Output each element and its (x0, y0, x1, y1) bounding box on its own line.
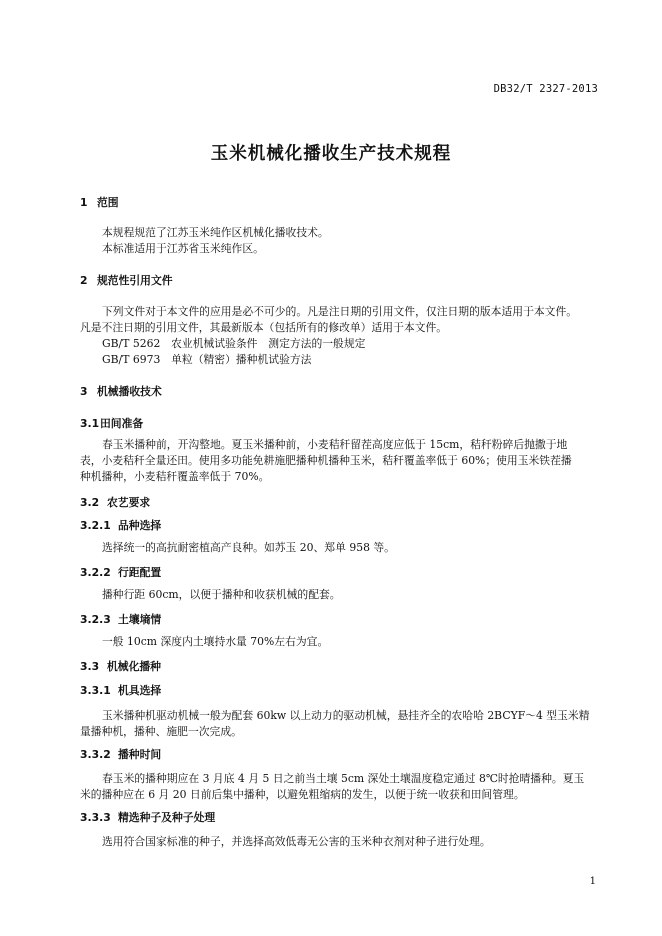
section-heading-3-2 (80, 495, 150, 510)
body-line: 春玉米的播种期应在 3 月底 4 月 5 日之前当土壤 5cm 深处土壤温度稳定通过 8℃时抢晴播种。夏玉 (102, 772, 585, 785)
body-line: 春玉米播种前，开沟整地。夏玉米播种前，小麦秸秆留茬高度应低于 15cm，秸秆粉碎后抛撒于地 (102, 438, 568, 451)
body-line: 选择统一的高抗耐密植高产良种。如苏玉 20、郑单 958 等。 (102, 541, 395, 554)
reference-gb-6973: GB/T 6973 单粒（精密）播种机试验方法 (102, 353, 312, 366)
section-number: 3.1 (80, 417, 100, 430)
section-title: 农艺要求 (107, 496, 151, 509)
section-heading-3-3-2 (80, 747, 161, 762)
section-title: 播种时间 (118, 748, 162, 761)
section-title: 机械化播种 (107, 660, 161, 673)
section-number: 3.3 (80, 660, 100, 673)
section-heading-3-3-3 (80, 810, 215, 825)
section-number: 3.2.3 (80, 613, 111, 626)
section-number: 3.2.1 (80, 519, 111, 532)
document-title: 玉米机械化播收生产技术规程 (210, 144, 452, 164)
body-line: 播种行距 60cm，以便于播种和收获机械的配套。 (102, 588, 341, 601)
section-heading-1 (80, 195, 119, 210)
section-3-2-1-body (80, 540, 600, 556)
section-3-3-1-body (80, 708, 600, 740)
section-number: 1 (80, 196, 88, 209)
section-heading-3-3 (80, 659, 161, 674)
section-heading-3-2-1 (80, 518, 161, 533)
body-line: 本标准适用于江苏省玉米纯作区。 (102, 242, 264, 255)
body-line: 下列文件对于本文件的应用是必不可少的。凡是注日期的引用文件，仅注日期的版本适用于本文件。 (102, 305, 578, 318)
section-number: 3.3.2 (80, 748, 111, 761)
body-line: 玉米播种机驱动机械一般为配套 60kw 以上动力的驱动机械，悬挂齐全的农哈哈 2BCYF～4 型玉米精 (102, 709, 590, 722)
section-heading-3-2-3 (80, 612, 161, 627)
body-line: 种机播种，小麦秸秆覆盖率低于 70%。 (80, 470, 270, 483)
section-1-body (80, 225, 600, 257)
section-number: 3 (80, 385, 88, 398)
section-heading-2 (80, 273, 173, 288)
section-title: 机械播收技术 (97, 385, 162, 398)
body-line: 米的播种应在 6 月 20 日前后集中播种，以避免粗缩病的发生，以便于统一收获和田间管理。 (80, 788, 525, 801)
section-title: 土壤墒情 (118, 613, 162, 626)
section-number: 2 (80, 274, 88, 287)
section-number: 3.3.1 (80, 684, 111, 697)
section-heading-3-2-2 (80, 565, 161, 580)
section-heading-3-3-1 (80, 683, 161, 698)
reference-gb-5262: GB/T 5262 农业机械试验条件 测定方法的一般规定 (102, 337, 366, 350)
page-number: 1 (589, 876, 596, 887)
section-3-3-3-body (80, 834, 600, 850)
body-line: 本规程规范了江苏玉米纯作区机械化播收技术。 (102, 226, 329, 239)
section-3-3-2-body (80, 771, 600, 803)
section-heading-3-1 (80, 416, 143, 431)
section-3-2-2-body (80, 587, 600, 603)
section-3-1-body (80, 437, 600, 485)
section-title: 规范性引用文件 (97, 274, 173, 287)
body-line: 量播种机，播种、施肥一次完成。 (80, 725, 242, 738)
section-number: 3.2 (80, 496, 100, 509)
body-line: 凡是不注日期的引用文件，其最新版本（包括所有的修改单）适用于本文件。 (80, 321, 448, 334)
section-title: 机具选择 (118, 684, 162, 697)
section-title: 精选种子及种子处理 (118, 811, 216, 824)
document-number: DB32/T 2327-2013 (493, 83, 598, 95)
section-heading-3 (80, 384, 162, 399)
section-title: 品种选择 (118, 519, 162, 532)
section-3-2-3-body (80, 634, 600, 650)
section-title: 范围 (97, 196, 119, 209)
body-line: 一般 10cm 深度内土壤持水量 70%左右为宜。 (102, 635, 329, 648)
body-line: 选用符合国家标准的种子，并选择高效低毒无公害的玉米种衣剂对种子进行处理。 (102, 835, 491, 848)
section-title: 行距配置 (118, 566, 162, 579)
body-line: 表，小麦秸秆全量还田。使用多功能免耕施肥播种机播种玉米，秸秆覆盖率低于 60%；使用玉米铁茬播 (80, 454, 572, 467)
section-number: 3.3.3 (80, 811, 111, 824)
section-number: 3.2.2 (80, 566, 111, 579)
section-title: 田间准备 (100, 417, 144, 430)
section-2-body (80, 304, 600, 368)
